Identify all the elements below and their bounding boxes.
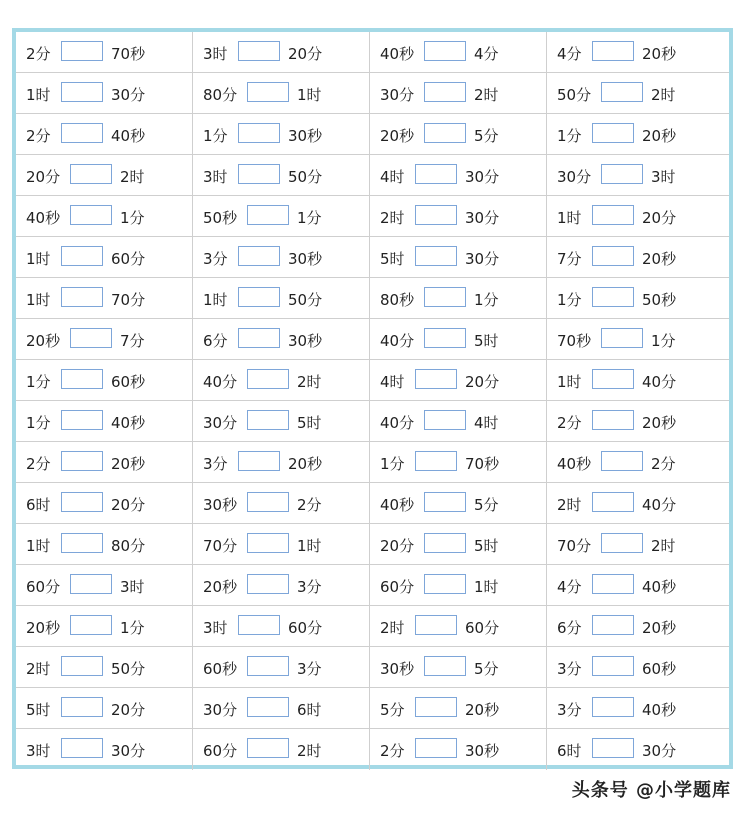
problem-cell <box>370 278 547 319</box>
answer-box[interactable] <box>247 656 289 676</box>
answer-box[interactable] <box>61 41 103 61</box>
right-quantity: 6时 <box>297 701 322 719</box>
left-quantity: 5时 <box>380 250 405 268</box>
problem-cell <box>547 688 729 729</box>
problem-cell <box>16 360 193 401</box>
answer-box[interactable] <box>61 369 103 389</box>
watermark: 头条号 @小学题库 <box>571 780 731 801</box>
left-quantity: 4时 <box>380 373 405 391</box>
right-quantity: 1分 <box>651 332 676 350</box>
problem-cell <box>16 73 193 114</box>
problem-cell <box>16 278 193 319</box>
left-quantity: 30秒 <box>203 496 238 514</box>
problem-cell <box>193 278 370 319</box>
left-quantity: 30秒 <box>380 660 415 678</box>
answer-box[interactable] <box>424 287 466 307</box>
answer-box[interactable] <box>424 492 466 512</box>
answer-box[interactable] <box>415 615 457 635</box>
left-quantity: 80分 <box>203 86 238 104</box>
problem-cell <box>16 237 193 278</box>
answer-box[interactable] <box>592 656 634 676</box>
right-quantity: 60分 <box>288 619 323 637</box>
right-quantity: 2分 <box>651 455 676 473</box>
right-quantity: 2时 <box>474 86 499 104</box>
left-quantity: 1分 <box>380 455 405 473</box>
problem-cell <box>193 319 370 360</box>
answer-box[interactable] <box>592 369 634 389</box>
problem-cell <box>547 360 729 401</box>
answer-box[interactable] <box>424 328 466 348</box>
answer-box[interactable] <box>601 164 643 184</box>
answer-box[interactable] <box>238 328 280 348</box>
left-quantity: 6分 <box>557 619 582 637</box>
problem-cell <box>193 32 370 73</box>
left-quantity: 30分 <box>203 414 238 432</box>
problem-cell <box>547 196 729 237</box>
right-quantity: 40分 <box>642 373 677 391</box>
left-quantity: 3时 <box>203 45 228 63</box>
answer-box[interactable] <box>415 369 457 389</box>
left-quantity: 70分 <box>557 537 592 555</box>
right-quantity: 20秒 <box>642 45 677 63</box>
answer-box[interactable] <box>415 205 457 225</box>
right-quantity: 50分 <box>288 291 323 309</box>
answer-box[interactable] <box>61 656 103 676</box>
right-quantity: 30分 <box>111 86 146 104</box>
answer-box[interactable] <box>424 82 466 102</box>
left-quantity: 1分 <box>26 414 51 432</box>
right-quantity: 1分 <box>120 209 145 227</box>
answer-box[interactable] <box>424 574 466 594</box>
left-quantity: 5时 <box>26 701 51 719</box>
right-quantity: 20分 <box>465 373 500 391</box>
worksheet-frame <box>12 28 733 769</box>
answer-box[interactable] <box>601 328 643 348</box>
answer-box[interactable] <box>61 492 103 512</box>
answer-box[interactable] <box>238 451 280 471</box>
problem-cell <box>547 401 729 442</box>
right-quantity: 1分 <box>474 291 499 309</box>
right-quantity: 20秒 <box>288 455 323 473</box>
left-quantity: 70分 <box>203 537 238 555</box>
left-quantity: 3分 <box>203 455 228 473</box>
answer-box[interactable] <box>247 410 289 430</box>
problem-cell <box>370 442 547 483</box>
left-quantity: 6时 <box>557 742 582 760</box>
right-quantity: 40秒 <box>642 578 677 596</box>
problem-cell <box>193 401 370 442</box>
left-quantity: 1分 <box>203 127 228 145</box>
problem-cell <box>547 237 729 278</box>
left-quantity: 40分 <box>203 373 238 391</box>
left-quantity: 1时 <box>26 537 51 555</box>
answer-box[interactable] <box>247 697 289 717</box>
problem-cell <box>193 196 370 237</box>
answer-box[interactable] <box>247 82 289 102</box>
answer-box[interactable] <box>61 697 103 717</box>
left-quantity: 80秒 <box>380 291 415 309</box>
right-quantity: 1分 <box>297 209 322 227</box>
right-quantity: 60分 <box>465 619 500 637</box>
right-quantity: 20分 <box>642 209 677 227</box>
left-quantity: 60分 <box>380 578 415 596</box>
answer-box[interactable] <box>61 123 103 143</box>
right-quantity: 20秒 <box>642 619 677 637</box>
right-quantity: 5分 <box>474 660 499 678</box>
left-quantity: 7分 <box>557 250 582 268</box>
left-quantity: 40秒 <box>380 496 415 514</box>
left-quantity: 2分 <box>557 414 582 432</box>
left-quantity: 2分 <box>26 455 51 473</box>
problem-cell <box>370 237 547 278</box>
problem-cell <box>370 524 547 565</box>
right-quantity: 2时 <box>120 168 145 186</box>
problem-cell <box>16 319 193 360</box>
right-quantity: 60分 <box>111 250 146 268</box>
left-quantity: 3时 <box>203 619 228 637</box>
problem-cell <box>193 729 370 770</box>
left-quantity: 40分 <box>380 332 415 350</box>
right-quantity: 30秒 <box>288 250 323 268</box>
right-quantity: 30分 <box>642 742 677 760</box>
left-quantity: 2分 <box>380 742 405 760</box>
problem-cell <box>547 73 729 114</box>
problem-cell <box>16 688 193 729</box>
left-quantity: 1时 <box>557 373 582 391</box>
right-quantity: 20秒 <box>465 701 500 719</box>
problem-cell <box>370 647 547 688</box>
answer-box[interactable] <box>61 287 103 307</box>
right-quantity: 3分 <box>297 660 322 678</box>
right-quantity: 30秒 <box>465 742 500 760</box>
problem-cell <box>547 32 729 73</box>
problem-cell <box>370 319 547 360</box>
answer-box[interactable] <box>70 164 112 184</box>
answer-box[interactable] <box>70 615 112 635</box>
answer-box[interactable] <box>61 82 103 102</box>
problem-cell <box>193 73 370 114</box>
left-quantity: 4分 <box>557 45 582 63</box>
left-quantity: 20分 <box>26 168 61 186</box>
problem-cell <box>370 565 547 606</box>
right-quantity: 60秒 <box>111 373 146 391</box>
answer-box[interactable] <box>415 697 457 717</box>
right-quantity: 30秒 <box>288 332 323 350</box>
answer-box[interactable] <box>592 246 634 266</box>
answer-box[interactable] <box>592 738 634 758</box>
answer-box[interactable] <box>247 369 289 389</box>
left-quantity: 2时 <box>380 209 405 227</box>
problem-cell <box>547 155 729 196</box>
problem-cell <box>547 483 729 524</box>
right-quantity: 40分 <box>642 496 677 514</box>
answer-box[interactable] <box>247 738 289 758</box>
left-quantity: 1时 <box>26 86 51 104</box>
right-quantity: 2时 <box>651 86 676 104</box>
answer-box[interactable] <box>592 123 634 143</box>
answer-box[interactable] <box>415 738 457 758</box>
left-quantity: 30分 <box>203 701 238 719</box>
right-quantity: 7分 <box>120 332 145 350</box>
problem-cell <box>193 442 370 483</box>
problem-cell <box>193 647 370 688</box>
problem-cell <box>16 524 193 565</box>
right-quantity: 2时 <box>297 742 322 760</box>
answer-box[interactable] <box>247 492 289 512</box>
answer-box[interactable] <box>238 615 280 635</box>
right-quantity: 5分 <box>474 496 499 514</box>
right-quantity: 80分 <box>111 537 146 555</box>
left-quantity: 20分 <box>380 537 415 555</box>
problem-cell <box>547 606 729 647</box>
problem-cell <box>193 565 370 606</box>
left-quantity: 4分 <box>557 578 582 596</box>
left-quantity: 3分 <box>203 250 228 268</box>
problem-cell <box>16 401 193 442</box>
problem-cell <box>193 360 370 401</box>
problem-cell <box>16 196 193 237</box>
left-quantity: 3时 <box>26 742 51 760</box>
right-quantity: 70分 <box>111 291 146 309</box>
right-quantity: 5时 <box>474 332 499 350</box>
problem-cell <box>193 155 370 196</box>
problem-cell <box>547 565 729 606</box>
right-quantity: 50分 <box>288 168 323 186</box>
left-quantity: 3时 <box>203 168 228 186</box>
right-quantity: 20秒 <box>642 127 677 145</box>
answer-box[interactable] <box>61 738 103 758</box>
left-quantity: 60分 <box>203 742 238 760</box>
left-quantity: 4时 <box>380 168 405 186</box>
right-quantity: 30分 <box>465 250 500 268</box>
right-quantity: 50分 <box>111 660 146 678</box>
left-quantity: 70秒 <box>557 332 592 350</box>
problem-cell <box>370 155 547 196</box>
answer-box[interactable] <box>601 451 643 471</box>
answer-box[interactable] <box>61 451 103 471</box>
problem-cell <box>193 606 370 647</box>
problem-cell <box>16 565 193 606</box>
answer-box[interactable] <box>592 615 634 635</box>
problem-cell <box>547 729 729 770</box>
right-quantity: 20分 <box>111 701 146 719</box>
right-quantity: 70秒 <box>465 455 500 473</box>
problem-cell <box>16 32 193 73</box>
right-quantity: 20秒 <box>111 455 146 473</box>
answer-box[interactable] <box>424 123 466 143</box>
answer-box[interactable] <box>592 574 634 594</box>
right-quantity: 1分 <box>120 619 145 637</box>
left-quantity: 1时 <box>203 291 228 309</box>
right-quantity: 20秒 <box>642 414 677 432</box>
right-quantity: 40秒 <box>642 701 677 719</box>
left-quantity: 40秒 <box>26 209 61 227</box>
answer-box[interactable] <box>247 574 289 594</box>
right-quantity: 20分 <box>288 45 323 63</box>
answer-box[interactable] <box>247 533 289 553</box>
problem-cell <box>370 114 547 155</box>
left-quantity: 2时 <box>557 496 582 514</box>
answer-box[interactable] <box>592 205 634 225</box>
problem-cell <box>547 524 729 565</box>
problem-cell <box>16 729 193 770</box>
problem-cell <box>193 688 370 729</box>
answer-box[interactable] <box>70 574 112 594</box>
answer-box[interactable] <box>592 41 634 61</box>
left-quantity: 20秒 <box>203 578 238 596</box>
left-quantity: 40秒 <box>380 45 415 63</box>
left-quantity: 1分 <box>557 127 582 145</box>
answer-box[interactable] <box>592 492 634 512</box>
problem-cell <box>370 401 547 442</box>
left-quantity: 3分 <box>557 701 582 719</box>
left-quantity: 6时 <box>26 496 51 514</box>
answer-box[interactable] <box>238 246 280 266</box>
answer-box[interactable] <box>61 246 103 266</box>
problem-cell <box>16 114 193 155</box>
problem-cell <box>370 483 547 524</box>
left-quantity: 5分 <box>380 701 405 719</box>
left-quantity: 30分 <box>557 168 592 186</box>
problem-cell <box>547 278 729 319</box>
right-quantity: 5时 <box>297 414 322 432</box>
answer-box[interactable] <box>424 533 466 553</box>
left-quantity: 60秒 <box>203 660 238 678</box>
answer-box[interactable] <box>61 533 103 553</box>
left-quantity: 1时 <box>26 291 51 309</box>
right-quantity: 3分 <box>297 578 322 596</box>
right-quantity: 5时 <box>474 537 499 555</box>
left-quantity: 1时 <box>26 250 51 268</box>
answer-box[interactable] <box>70 328 112 348</box>
answer-box[interactable] <box>238 164 280 184</box>
problem-cell <box>370 32 547 73</box>
left-quantity: 20秒 <box>26 619 61 637</box>
left-quantity: 1分 <box>557 291 582 309</box>
answer-box[interactable] <box>592 697 634 717</box>
answer-box[interactable] <box>424 41 466 61</box>
left-quantity: 50分 <box>557 86 592 104</box>
problem-cell <box>370 606 547 647</box>
problem-cell <box>547 647 729 688</box>
answer-box[interactable] <box>424 410 466 430</box>
problem-cell <box>547 114 729 155</box>
right-quantity: 2时 <box>651 537 676 555</box>
right-quantity: 5分 <box>474 127 499 145</box>
answer-box[interactable] <box>238 41 280 61</box>
right-quantity: 70秒 <box>111 45 146 63</box>
answer-box[interactable] <box>238 287 280 307</box>
left-quantity: 50秒 <box>203 209 238 227</box>
problem-cell <box>193 524 370 565</box>
problem-cell <box>547 442 729 483</box>
left-quantity: 2分 <box>26 45 51 63</box>
right-quantity: 50秒 <box>642 291 677 309</box>
answer-box[interactable] <box>61 410 103 430</box>
left-quantity: 40秒 <box>557 455 592 473</box>
right-quantity: 60秒 <box>642 660 677 678</box>
right-quantity: 30秒 <box>288 127 323 145</box>
answer-box[interactable] <box>238 123 280 143</box>
problem-cell <box>370 729 547 770</box>
left-quantity: 2分 <box>26 127 51 145</box>
answer-box[interactable] <box>592 410 634 430</box>
problem-cell <box>16 606 193 647</box>
left-quantity: 30分 <box>380 86 415 104</box>
left-quantity: 40分 <box>380 414 415 432</box>
right-quantity: 30分 <box>465 209 500 227</box>
left-quantity: 2时 <box>380 619 405 637</box>
problem-cell <box>16 483 193 524</box>
right-quantity: 1时 <box>297 537 322 555</box>
problem-cell <box>370 73 547 114</box>
answer-box[interactable] <box>70 205 112 225</box>
problem-cell <box>193 114 370 155</box>
answer-box[interactable] <box>415 451 457 471</box>
left-quantity: 1分 <box>26 373 51 391</box>
right-quantity: 2分 <box>297 496 322 514</box>
answer-box[interactable] <box>592 287 634 307</box>
answer-box[interactable] <box>601 533 643 553</box>
problem-cell <box>370 360 547 401</box>
problem-cell <box>370 196 547 237</box>
right-quantity: 30分 <box>111 742 146 760</box>
problem-cell <box>193 237 370 278</box>
right-quantity: 1时 <box>297 86 322 104</box>
answer-box[interactable] <box>415 164 457 184</box>
problem-cell <box>16 647 193 688</box>
left-quantity: 1时 <box>557 209 582 227</box>
right-quantity: 3时 <box>120 578 145 596</box>
left-quantity: 2时 <box>26 660 51 678</box>
right-quantity: 3时 <box>651 168 676 186</box>
left-quantity: 3分 <box>557 660 582 678</box>
problem-cell <box>16 155 193 196</box>
right-quantity: 1时 <box>474 578 499 596</box>
left-quantity: 20秒 <box>380 127 415 145</box>
problem-cell <box>547 319 729 360</box>
right-quantity: 40秒 <box>111 127 146 145</box>
left-quantity: 60分 <box>26 578 61 596</box>
comparison-grid <box>16 32 729 770</box>
right-quantity: 20秒 <box>642 250 677 268</box>
right-quantity: 30分 <box>465 168 500 186</box>
answer-box[interactable] <box>415 246 457 266</box>
right-quantity: 20分 <box>111 496 146 514</box>
left-quantity: 6分 <box>203 332 228 350</box>
answer-box[interactable] <box>247 205 289 225</box>
answer-box[interactable] <box>601 82 643 102</box>
right-quantity: 4分 <box>474 45 499 63</box>
left-quantity: 20秒 <box>26 332 61 350</box>
right-quantity: 2时 <box>297 373 322 391</box>
problem-cell <box>370 688 547 729</box>
answer-box[interactable] <box>424 656 466 676</box>
problem-cell <box>193 483 370 524</box>
problem-cell <box>16 442 193 483</box>
right-quantity: 4时 <box>474 414 499 432</box>
right-quantity: 40秒 <box>111 414 146 432</box>
